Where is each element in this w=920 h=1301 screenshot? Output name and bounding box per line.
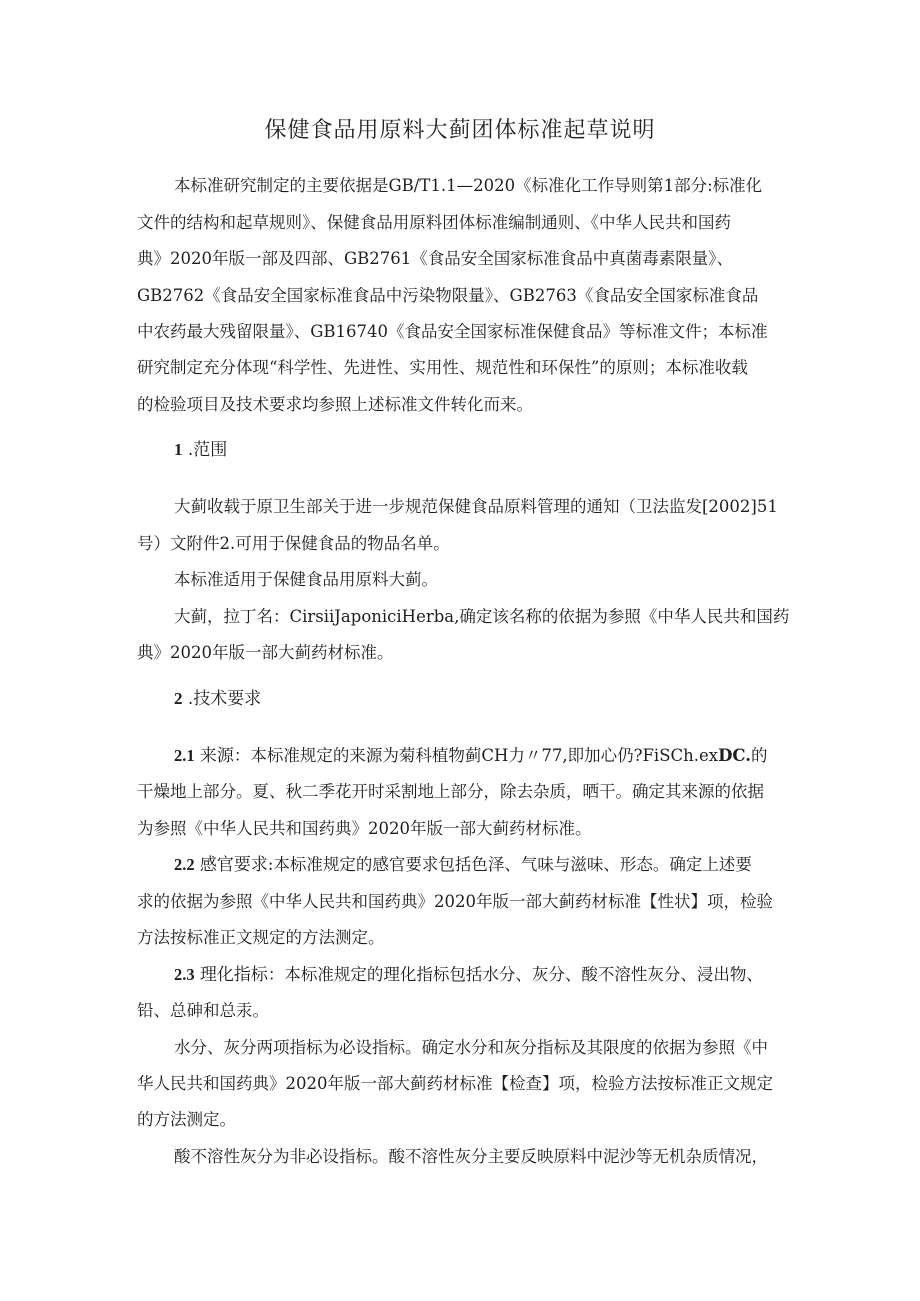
intro-line-2: 文件的结构和起草规则》、保健食品用原料团体标准编制通则、《中华人民共和国药 — [137, 213, 731, 232]
intro-line-4: GB2762《食品安全国家标准食品中污染物限量》、GB2763《食品安全国家标准食品 — [137, 286, 759, 305]
subsection-2-3-text: ：本标准规定的理化指标包括水分、灰分、酸不溶性灰分、浸出物、 — [267, 965, 763, 984]
section-1-p2: 本标准适用于保健食品用原料大蓟。 — [174, 570, 438, 589]
water-ash-line-2: 华人民共和国药典》2020年版一部大蓟药材标准【检查】项，检验方法按标准正文规定 — [137, 1074, 773, 1093]
subsection-2-1-author: DC. — [718, 746, 751, 765]
section-2-number: 2 — [174, 689, 183, 708]
section-2-heading — [174, 689, 261, 709]
intro-line-6: 研究制定充分体现“科学性、先进性、实用性、规范性和环保性”的原则；本标准收载 — [137, 358, 748, 377]
subsection-2-3-number: 2.3 — [174, 965, 195, 984]
section-1-p1-line-1: 大蓟收载于原卫生部关于进一步规范保健食品原料管理的通知（卫法监发[2002]51 — [174, 497, 778, 516]
subsection-2-1-line-2: 干燥地上部分。夏、秋二季花开时采割地上部分，除去杂质，晒干。确定其来源的依据 — [137, 782, 764, 801]
page-title: 保健食品用原料大蓟团体标准起草说明 — [264, 118, 656, 143]
subsection-2-2-text: :本标准规定的感官要求包括色泽、气味与滋味、形态。确定上述要 — [267, 855, 752, 874]
subsection-2-1-first-line — [174, 746, 767, 766]
subsection-2-2-label: 感官要求 — [199, 855, 268, 875]
subsection-2-1-number: 2.1 — [174, 746, 195, 765]
subsection-2-2-line-3: 方法按标准正文规定的方法测定。 — [137, 928, 385, 947]
subsection-2-3-line-2: 铅、总砷和总汞。 — [137, 1001, 269, 1020]
section-1-heading — [174, 440, 227, 460]
subsection-2-1-line-3: 为参照《中华人民共和国药典》2020年版一部大蓟药材标准。 — [137, 819, 592, 838]
subsection-2-3-label: 理化指标 — [199, 965, 268, 985]
section-1-p3-line-2: 典》2020年版一部大蓟药材标准。 — [137, 643, 394, 662]
section-1-p1-line-2: 号）文附件2.可用于保健食品的物品名单。 — [137, 534, 450, 553]
section-1-number: 1 — [174, 440, 183, 459]
intro-line-1: 本标准研究制定的主要依据是GB/T1.1—2020《标准化工作导则第1部分:标准化 — [174, 176, 763, 195]
water-ash-line-1: 水分、灰分两项指标为必设指标。确定水分和灰分指标及其限度的依据为参照《中 — [174, 1038, 768, 1057]
intro-line-7: 的检验项目及技术要求均参照上述标准文件转化而来。 — [137, 395, 533, 414]
section-1-title: .范围 — [187, 440, 228, 460]
subsection-2-1-tail: 的 — [750, 746, 768, 765]
intro-line-3: 典》2020年版一部及四部、GB2761《食品安全国家标准食品中真菌毒素限量》、 — [137, 249, 734, 268]
intro-line-5: 中农药最大残留限量》、GB16740《食品安全国家标准保健食品》等标准文件；本标准 — [137, 322, 768, 341]
subsection-2-2-number: 2.2 — [174, 855, 195, 874]
water-ash-line-3: 的方法测定。 — [137, 1110, 236, 1129]
acid-insoluble-ash-line-1: 酸不溶性灰分为非必设指标。酸不溶性灰分主要反映原料中泥沙等无机杂质情况， — [174, 1147, 768, 1166]
subsection-2-1-label: 来源 — [199, 746, 234, 766]
subsection-2-3-first-line — [174, 965, 763, 985]
subsection-2-1-text: ：本标准规定的来源为菊科植物蓟CH力〃77,即加心仍?FiSCh.ex — [233, 746, 719, 765]
section-2-title: .技术要求 — [187, 689, 262, 709]
subsection-2-2-line-2: 求的依据为参照《中华人民共和国药典》2020年版一部大蓟药材标准【性状】项，检验 — [137, 892, 773, 911]
section-1-p3-line-1: 大蓟，拉丁名：CirsiiJaponiciHerba,确定该名称的依据为参照《中华人民共和国药 — [174, 607, 790, 626]
subsection-2-2-first-line — [174, 855, 752, 875]
